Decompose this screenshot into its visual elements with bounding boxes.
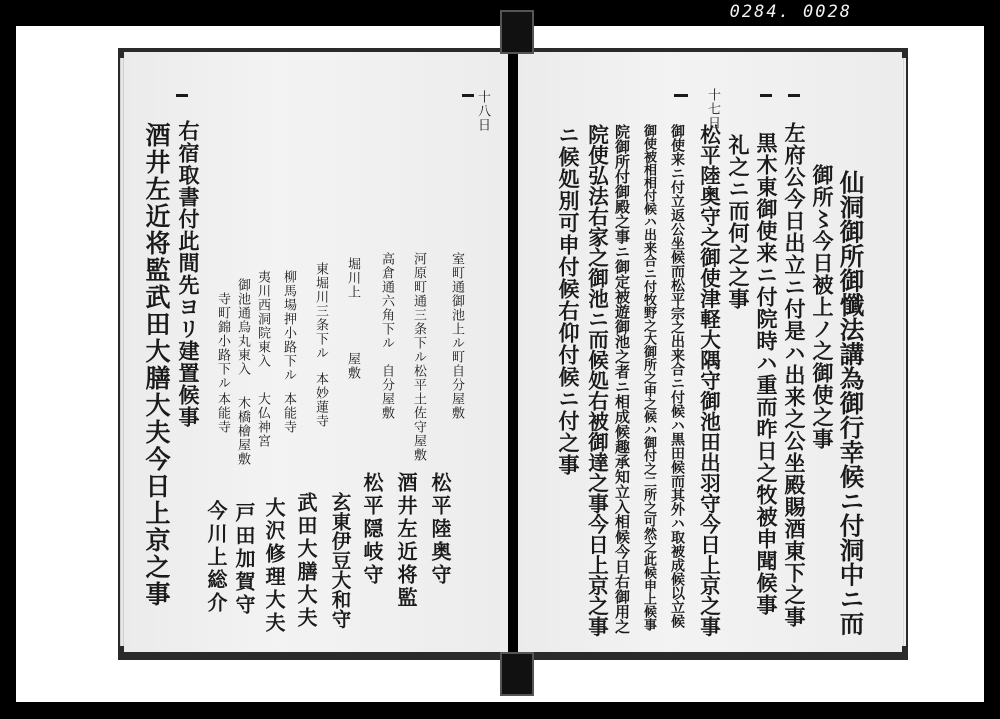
- book-gutter: [508, 44, 518, 664]
- lodging-lord: 戸田加賀守: [232, 502, 256, 617]
- lodging-lord: 松平陸奥守: [428, 472, 452, 587]
- binding-clip-bottom: [500, 652, 534, 696]
- text-column: 仙洞御所御懺法講為御行幸候ニ付洞中ニ而: [836, 170, 866, 636]
- right-page: [516, 52, 902, 652]
- lodging-house: 自分屋敷: [449, 364, 464, 420]
- text-column: 御使来ニ付立返公坐候而松平宗之出来合ニ付候ハ黒田候而其外ハ取被成候以立候: [669, 124, 685, 628]
- lodging-place: 高倉通六角下ル: [379, 252, 394, 350]
- text-column: 御所〻今日被上ノ之御使之事: [810, 164, 835, 450]
- lodging-place: 室町通御池上ル町: [449, 252, 464, 364]
- lodging-house: 松平土佐守屋敷: [411, 364, 426, 462]
- lodging-lord: 玄東伊豆大和守: [328, 492, 352, 629]
- lodging-lord: 今川上総介: [204, 500, 228, 615]
- date-heading: 十八日: [475, 90, 490, 132]
- text-column: 礼之ニ而何之之事: [726, 134, 751, 310]
- lodging-place: 柳馬場押小路下ル: [281, 270, 296, 382]
- lodging-place: 御池通烏丸東入: [235, 278, 250, 376]
- binding-clip-top: [500, 10, 534, 54]
- text-column: ニ候処別可申付候右仰付候ニ付之事: [556, 124, 581, 476]
- section-mark: [760, 94, 772, 97]
- lodging-house: 本能寺: [215, 392, 230, 434]
- lodging-lord: 大沢修理大夫: [262, 497, 286, 635]
- lodging-house: 屋敷: [345, 352, 360, 380]
- lodging-house: 本能寺: [281, 392, 296, 434]
- lodging-house: 木橋檜屋敷: [235, 396, 250, 466]
- section-mark: [674, 94, 688, 97]
- text-column: 黒木東御使来ニ付院時ハ重而昨日之牧被申聞候事: [754, 132, 779, 616]
- text-column: 御使被相相付候ハ出来合ニ付牧野之大御所之申之候ハ御付之二所之可然之此候申上候事: [641, 124, 656, 631]
- lodging-place: 堀川上: [345, 257, 360, 299]
- text-column: 松平陸奥守之御使津軽大隅守御池田出羽守今日上京之事: [696, 124, 721, 637]
- frame-number: 0284. 0028: [729, 2, 852, 22]
- lodging-place: 夷川西洞院東入: [255, 270, 270, 368]
- text-column: 左府公今日出立ニ付是ハ出来之公坐殿賜酒東下之事: [782, 122, 807, 628]
- lodging-lord: 松平隠岐守: [360, 472, 384, 587]
- text-column: 右宿取書付此間先ヨリ建置候事: [176, 120, 201, 428]
- text-column: 院御所付御殿之事ニ御定被遊御池之者ニ相成候趣承知立入相候今日右御用之: [613, 124, 631, 634]
- lodging-place: 河原町通三条下ル: [411, 252, 426, 364]
- section-mark: [462, 94, 474, 97]
- left-page: [124, 52, 510, 652]
- lodging-lord: 酒井左近将監: [394, 472, 418, 610]
- date-heading: 十七日: [705, 88, 720, 130]
- lodging-house: 自分屋敷: [379, 364, 394, 420]
- lodging-house: 大仏神宮: [255, 392, 270, 448]
- lodging-place: 寺町錦小路下ル: [215, 292, 230, 390]
- lodging-place: 東堀川三条下ル: [313, 262, 328, 360]
- section-mark: [176, 94, 188, 97]
- lodging-house: 本妙蓮寺: [313, 372, 328, 428]
- text-column: 酒井左近将監武田大膳大夫今日上京之事: [142, 122, 171, 608]
- text-column: 院使弘法右家之御池ニ而候処右被御達之事今日上京之事: [584, 124, 609, 637]
- lodging-lord: 武田大膳大夫: [294, 492, 318, 630]
- section-mark: [788, 94, 800, 97]
